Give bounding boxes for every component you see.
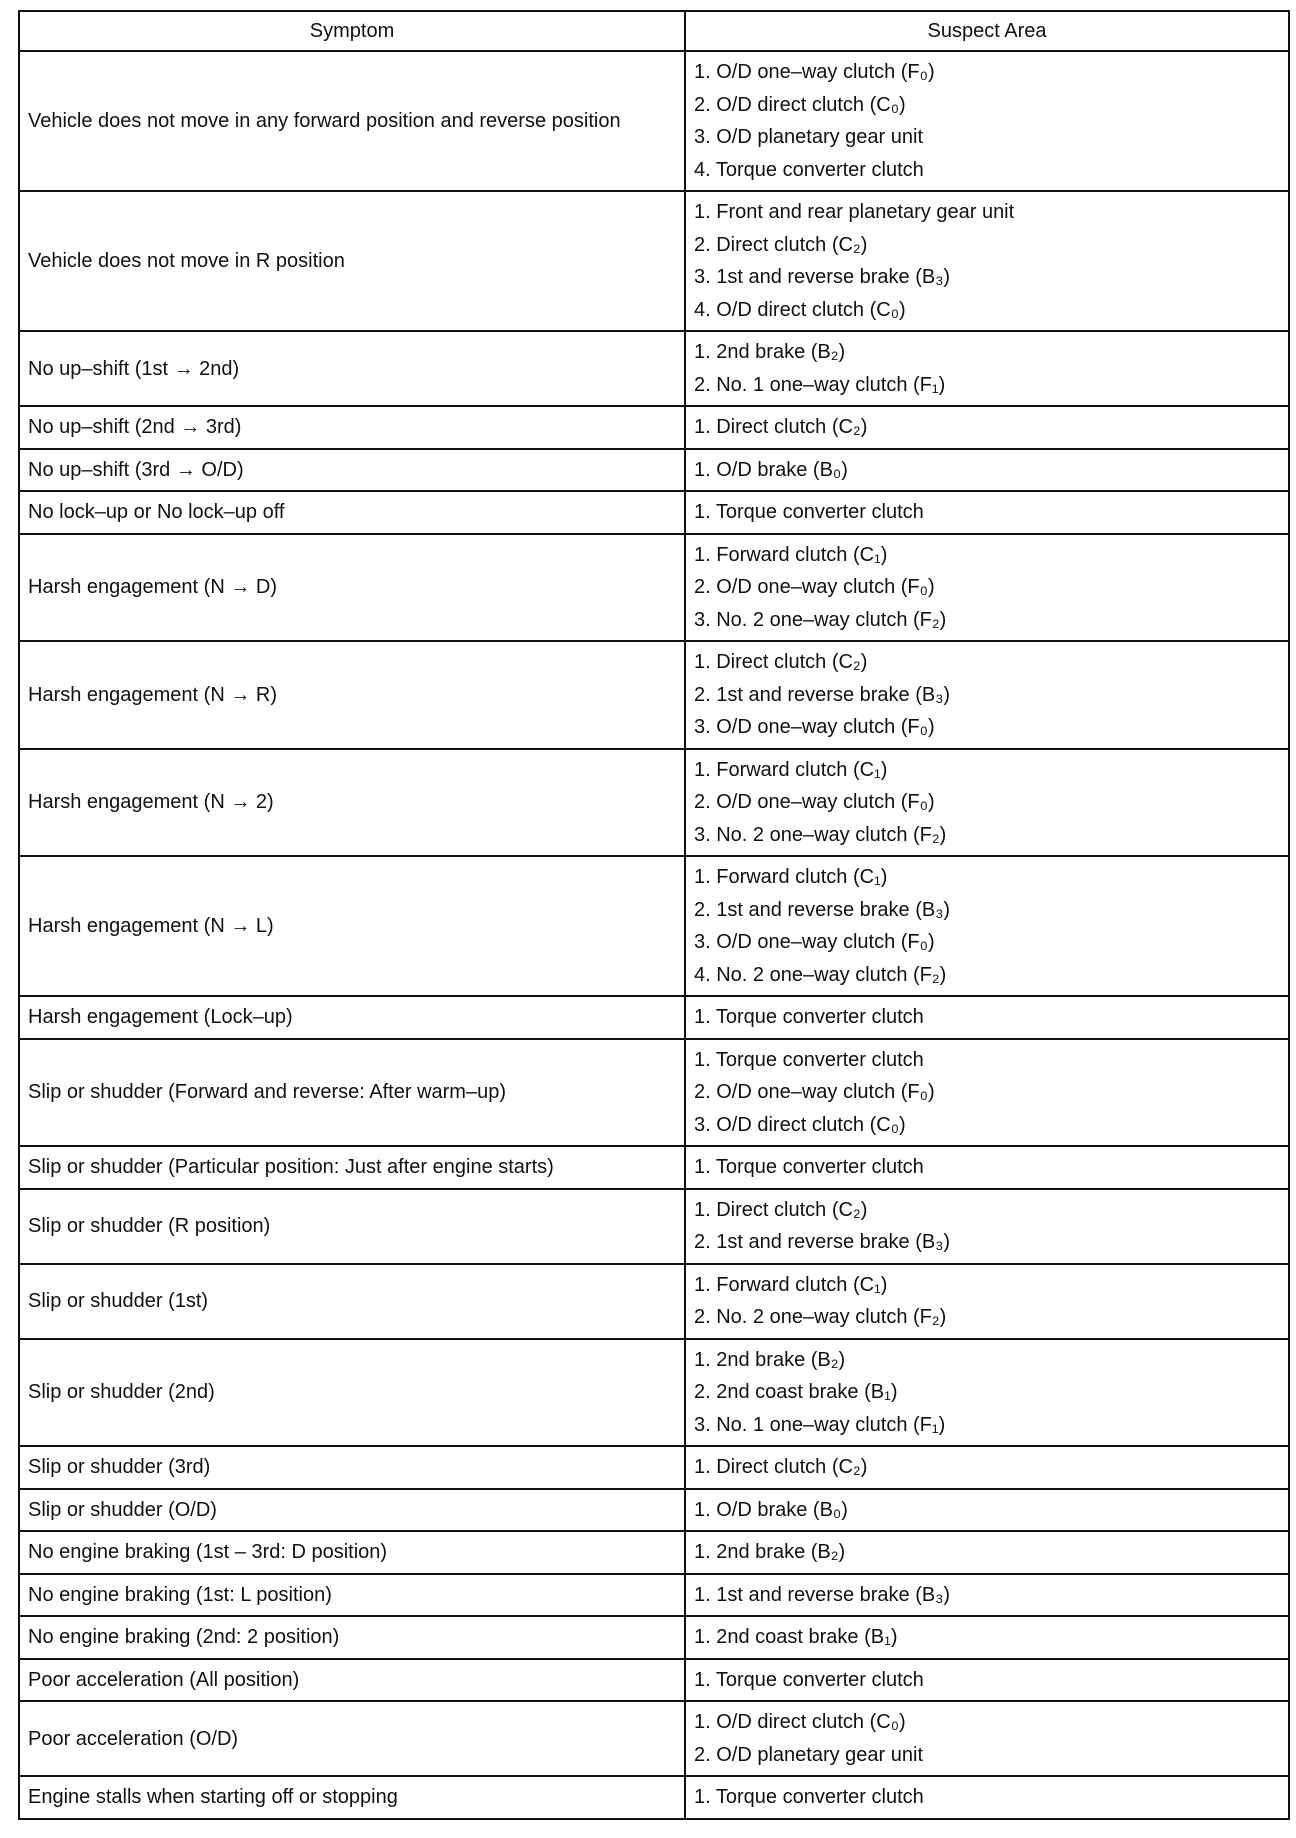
suspect-area-item: 3. No. 2 one–way clutch (F₂) xyxy=(694,823,947,846)
suspect-area-item: 3. No. 2 one–way clutch (F₂) xyxy=(694,608,947,631)
suspect-area-item: 2. O/D one–way clutch (F₀) xyxy=(694,791,935,813)
table-row xyxy=(19,534,1289,642)
suspect-area-item: 3. No. 1 one–way clutch (F₁) xyxy=(694,1413,946,1436)
suspect-area-item: 1. Direct clutch (C₂) xyxy=(694,651,868,673)
suspect-area-cell xyxy=(685,191,1289,331)
table-row xyxy=(19,1489,1289,1532)
table-row xyxy=(19,331,1289,406)
suspect-area-item: 2. No. 2 one–way clutch (F₂) xyxy=(694,1306,947,1328)
table-row xyxy=(19,1701,1289,1776)
suspect-area-item: 1. Direct clutch (C₂) xyxy=(694,1198,868,1221)
suspect-area-cell xyxy=(685,1189,1289,1264)
suspect-area-cell xyxy=(685,1264,1289,1339)
symptom-cell: No lock–up or No lock–up off xyxy=(19,491,685,534)
symptom-cell: Poor acceleration (O/D) xyxy=(19,1701,685,1776)
suspect-area-item: 2. 1st and reverse brake (B₃) xyxy=(694,683,951,706)
suspect-area-item: 3. O/D planetary gear unit xyxy=(694,126,924,148)
suspect-area-item: 4. O/D direct clutch (C₀) xyxy=(694,298,906,321)
symptom-cell: Vehicle does not move in any forward position and reverse position xyxy=(19,51,685,191)
header-symptom: Symptom xyxy=(19,11,685,51)
symptom-cell: Harsh engagement (N → D) xyxy=(19,534,685,642)
suspect-area-item: 1. Torque converter clutch xyxy=(694,1048,924,1071)
table-row xyxy=(19,749,1289,857)
suspect-area-cell xyxy=(685,449,1289,492)
symptom-cell: Slip or shudder (O/D) xyxy=(19,1489,685,1532)
suspect-area-cell xyxy=(685,1776,1289,1819)
table-row xyxy=(19,641,1289,749)
suspect-area-cell xyxy=(685,1574,1289,1617)
suspect-area-cell xyxy=(685,641,1289,749)
table-row xyxy=(19,449,1289,492)
suspect-area-item: 1. Torque converter clutch xyxy=(694,501,924,523)
table-row xyxy=(19,191,1289,331)
suspect-area-item: 1. Forward clutch (C₁) xyxy=(694,543,888,566)
table-body xyxy=(19,51,1289,1819)
troubleshooting-table-sheet xyxy=(18,10,1288,1820)
suspect-area-cell xyxy=(685,1616,1289,1659)
suspect-area-cell xyxy=(685,856,1289,996)
suspect-area-cell xyxy=(685,1659,1289,1702)
table-row xyxy=(19,51,1289,191)
suspect-area-item: 3. O/D one–way clutch (F₀) xyxy=(694,931,935,953)
suspect-area-cell xyxy=(685,534,1289,642)
suspect-area-item: 1. 2nd coast brake (B₁) xyxy=(694,1626,898,1648)
suspect-area-item: 1. Direct clutch (C₂) xyxy=(694,416,868,438)
table-row xyxy=(19,1531,1289,1574)
header-suspect-area: Suspect Area xyxy=(685,11,1289,51)
suspect-area-cell xyxy=(685,1446,1289,1489)
suspect-area-item: 1. Front and rear planetary gear unit xyxy=(694,201,1015,223)
suspect-area-item: 1. Torque converter clutch xyxy=(694,1668,924,1691)
symptom-cell: Engine stalls when starting off or stopping xyxy=(19,1776,685,1819)
suspect-area-item: 2. 1st and reverse brake (B₃) xyxy=(694,898,951,921)
symptom-cell: No up–shift (3rd → O/D) xyxy=(19,449,685,492)
table-row xyxy=(19,1189,1289,1264)
suspect-area-cell xyxy=(685,406,1289,449)
symptom-cell: Harsh engagement (N → L) xyxy=(19,856,685,996)
table-row xyxy=(19,1659,1289,1702)
suspect-area-item: 1. Direct clutch (C₂) xyxy=(694,1456,868,1478)
suspect-area-item: 4. Torque converter clutch xyxy=(694,158,924,181)
table-row xyxy=(19,1146,1289,1189)
symptom-cell: Slip or shudder (1st) xyxy=(19,1264,685,1339)
table-row xyxy=(19,996,1289,1039)
suspect-area-cell xyxy=(685,51,1289,191)
suspect-area-cell xyxy=(685,749,1289,857)
troubleshooting-table xyxy=(18,10,1290,1820)
suspect-area-item: 2. O/D planetary gear unit xyxy=(694,1743,924,1766)
symptom-cell: Vehicle does not move in R position xyxy=(19,191,685,331)
suspect-area-item: 2. Direct clutch (C₂) xyxy=(694,233,868,256)
suspect-area-item: 1. 2nd brake (B₂) xyxy=(694,341,846,363)
table-row xyxy=(19,856,1289,996)
table-row xyxy=(19,1039,1289,1147)
table-row xyxy=(19,1776,1289,1819)
suspect-area-item: 1. Torque converter clutch xyxy=(694,1156,924,1178)
symptom-cell: Slip or shudder (3rd) xyxy=(19,1446,685,1489)
symptom-cell: Harsh engagement (Lock–up) xyxy=(19,996,685,1039)
suspect-area-item: 1. O/D direct clutch (C₀) xyxy=(694,1711,906,1733)
suspect-area-item: 2. 1st and reverse brake (B₃) xyxy=(694,1231,951,1253)
suspect-area-cell xyxy=(685,996,1289,1039)
table-row xyxy=(19,1339,1289,1447)
symptom-cell: No engine braking (2nd: 2 position) xyxy=(19,1616,685,1659)
suspect-area-cell xyxy=(685,491,1289,534)
suspect-area-item: 3. O/D direct clutch (C₀) xyxy=(694,1113,906,1136)
symptom-cell: Slip or shudder (Forward and reverse: After warm–up) xyxy=(19,1039,685,1147)
suspect-area-cell xyxy=(685,1339,1289,1447)
suspect-area-item: 1. 1st and reverse brake (B₃) xyxy=(694,1583,951,1606)
symptom-cell: Harsh engagement (N → 2) xyxy=(19,749,685,857)
suspect-area-item: 2. O/D one–way clutch (F₀) xyxy=(694,1081,935,1103)
suspect-area-item: 2. O/D one–way clutch (F₀) xyxy=(694,576,935,598)
symptom-cell: Poor acceleration (All position) xyxy=(19,1659,685,1702)
suspect-area-item: 1. Torque converter clutch xyxy=(694,1006,924,1028)
suspect-area-item: 2. O/D direct clutch (C₀) xyxy=(694,93,906,116)
table-header-row xyxy=(19,11,1289,51)
table-row xyxy=(19,406,1289,449)
suspect-area-item: 1. O/D brake (B₀) xyxy=(694,1498,848,1521)
symptom-cell: Slip or shudder (Particular position: Just after engine starts) xyxy=(19,1146,685,1189)
suspect-area-item: 1. Forward clutch (C₁) xyxy=(694,1273,888,1296)
suspect-area-cell xyxy=(685,331,1289,406)
table-row xyxy=(19,491,1289,534)
symptom-cell: Harsh engagement (N → R) xyxy=(19,641,685,749)
suspect-area-cell xyxy=(685,1531,1289,1574)
table-row xyxy=(19,1574,1289,1617)
suspect-area-item: 1. Forward clutch (C₁) xyxy=(694,758,888,781)
suspect-area-item: 3. O/D one–way clutch (F₀) xyxy=(694,716,935,738)
suspect-area-item: 1. Forward clutch (C₁) xyxy=(694,866,888,888)
suspect-area-cell xyxy=(685,1489,1289,1532)
suspect-area-item: 3. 1st and reverse brake (B₃) xyxy=(694,266,951,288)
symptom-cell: No engine braking (1st – 3rd: D position) xyxy=(19,1531,685,1574)
suspect-area-item: 1. Torque converter clutch xyxy=(694,1786,924,1808)
suspect-area-item: 1. 2nd brake (B₂) xyxy=(694,1541,846,1563)
suspect-area-cell xyxy=(685,1701,1289,1776)
suspect-area-item: 4. No. 2 one–way clutch (F₂) xyxy=(694,963,947,986)
suspect-area-item: 2. No. 1 one–way clutch (F₁) xyxy=(694,373,946,396)
suspect-area-item: 1. O/D one–way clutch (F₀) xyxy=(694,61,935,83)
table-row xyxy=(19,1264,1289,1339)
suspect-area-cell xyxy=(685,1146,1289,1189)
suspect-area-item: 1. O/D brake (B₀) xyxy=(694,458,848,481)
table-row xyxy=(19,1616,1289,1659)
suspect-area-item: 2. 2nd coast brake (B₁) xyxy=(694,1381,898,1403)
symptom-cell: No engine braking (1st: L position) xyxy=(19,1574,685,1617)
symptom-cell: Slip or shudder (R position) xyxy=(19,1189,685,1264)
symptom-cell: No up–shift (1st → 2nd) xyxy=(19,331,685,406)
suspect-area-item: 1. 2nd brake (B₂) xyxy=(694,1348,846,1371)
table-row xyxy=(19,1446,1289,1489)
symptom-cell: Slip or shudder (2nd) xyxy=(19,1339,685,1447)
symptom-cell: No up–shift (2nd → 3rd) xyxy=(19,406,685,449)
suspect-area-cell xyxy=(685,1039,1289,1147)
